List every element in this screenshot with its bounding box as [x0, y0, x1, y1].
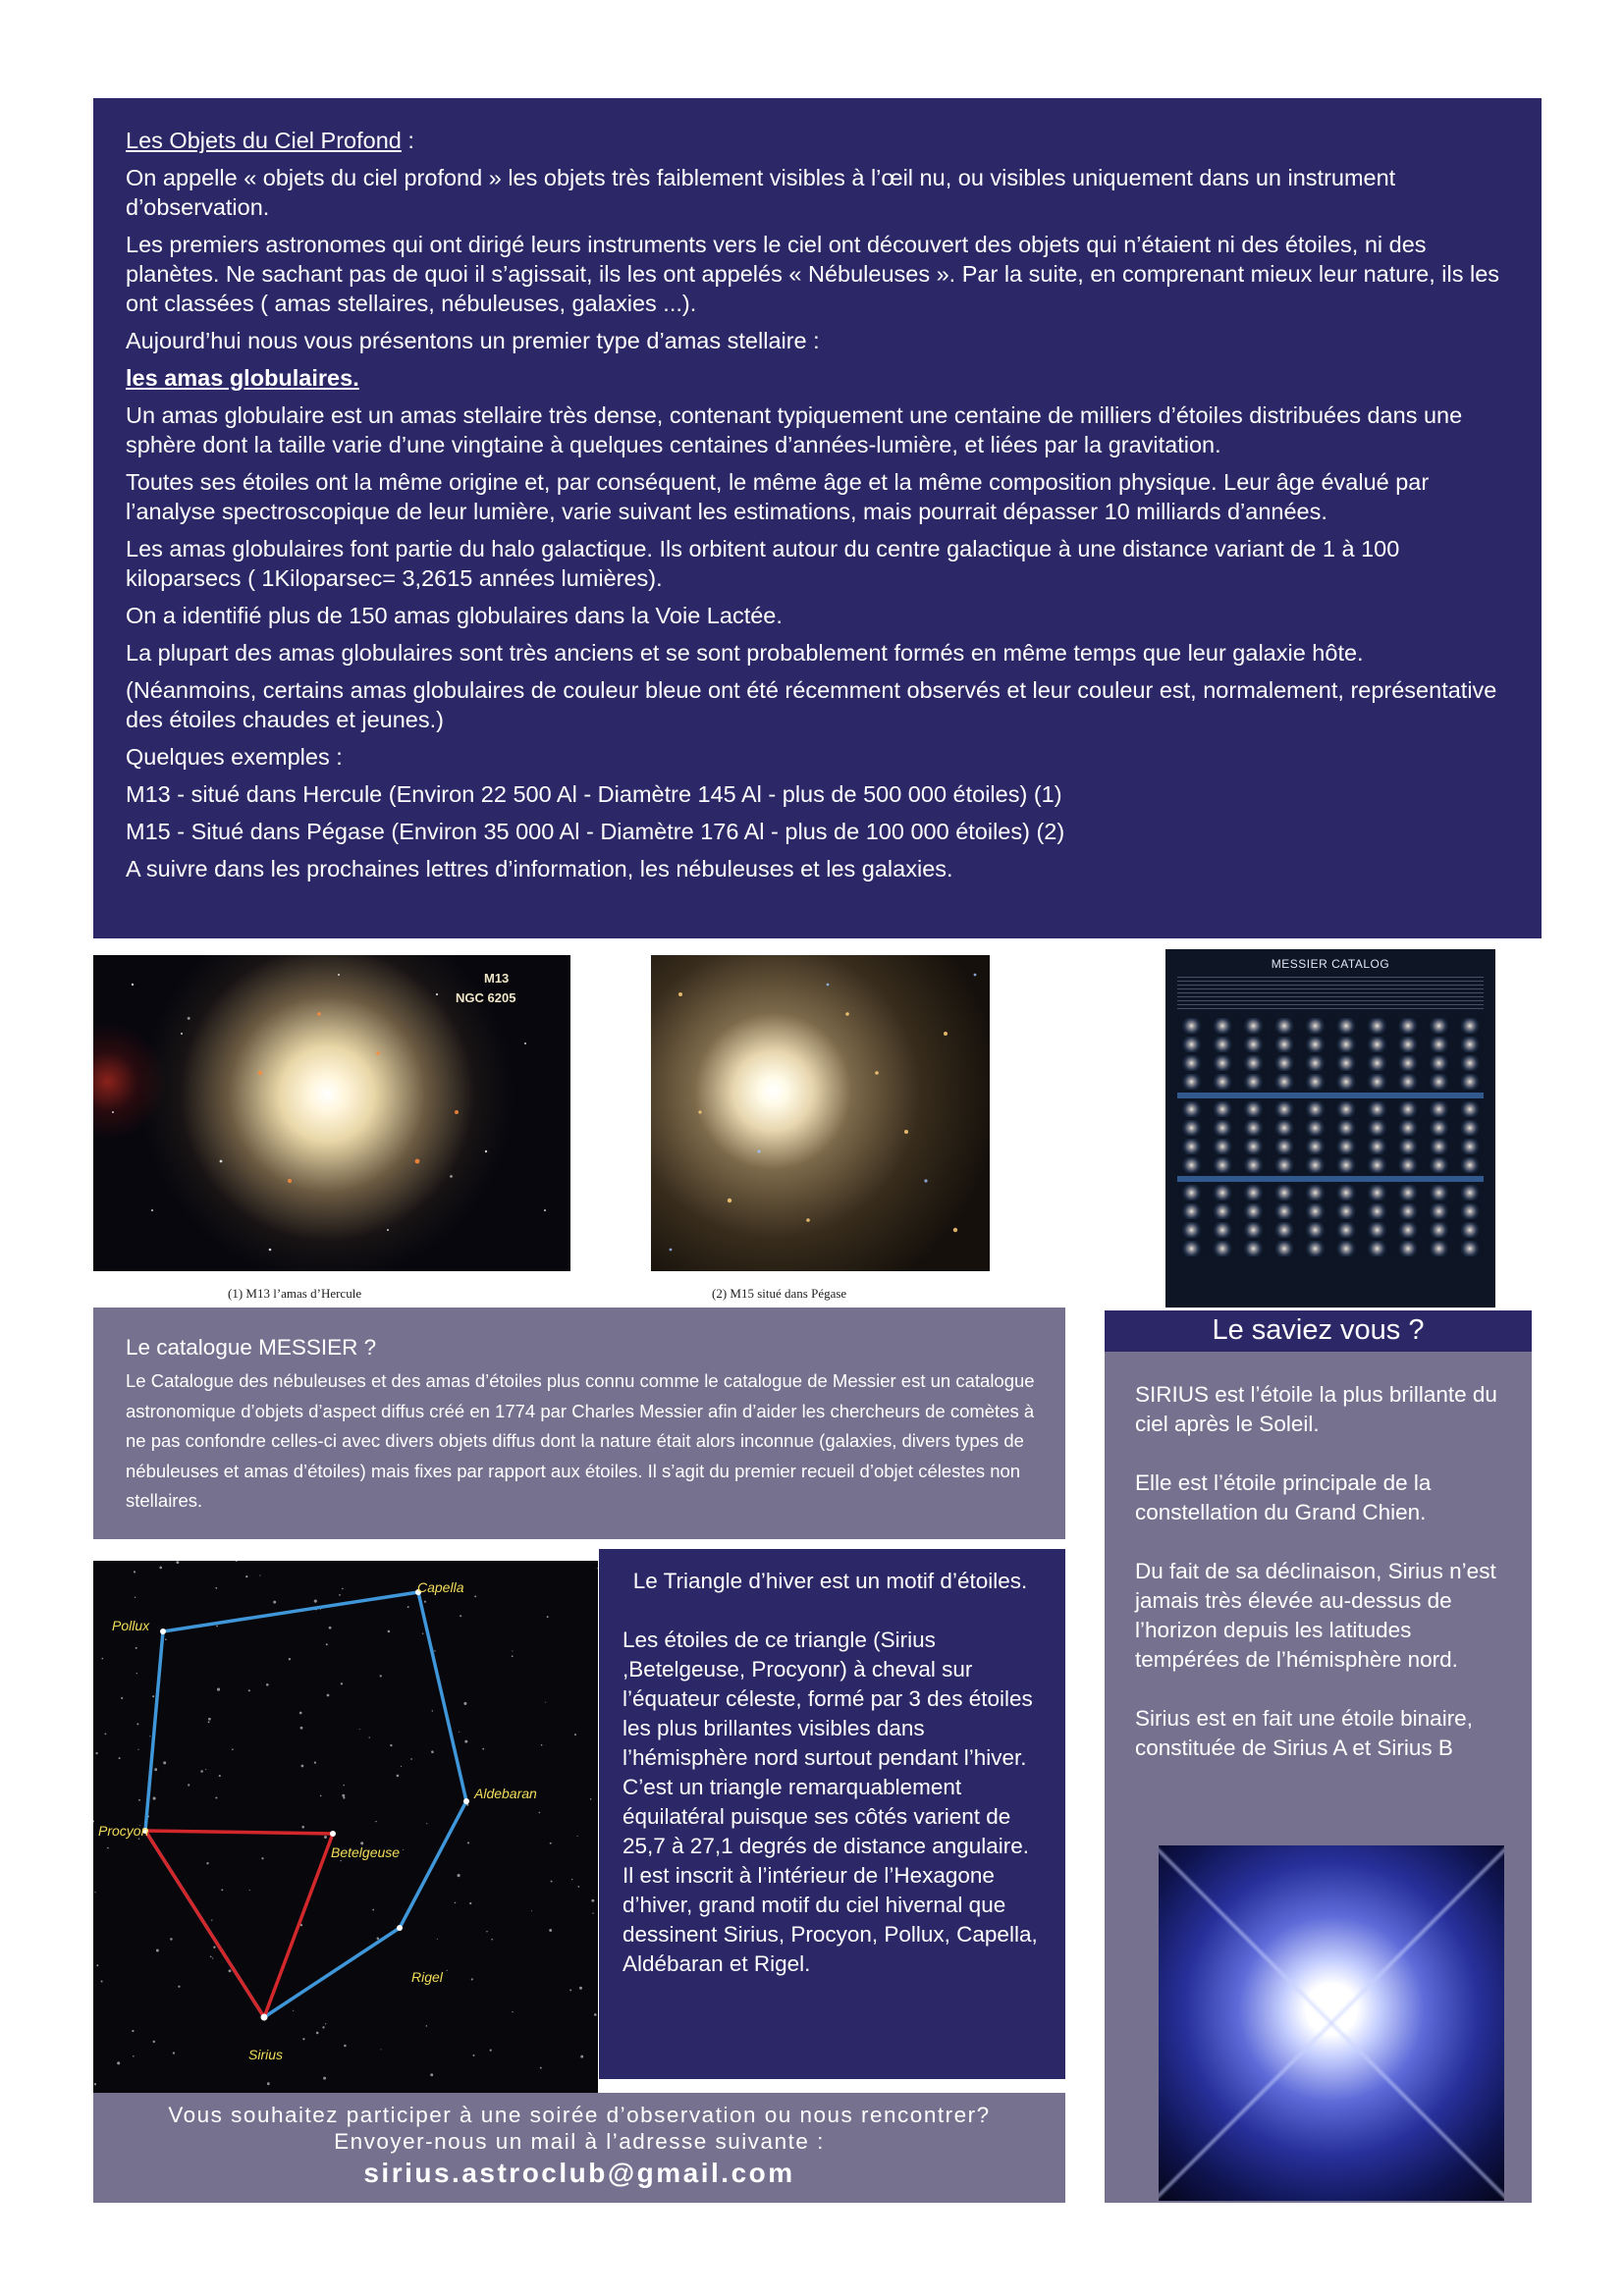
constellation-svg [93, 1561, 598, 2096]
messier-thumbnail [1209, 1139, 1237, 1154]
body-paragraph: La plupart des amas globulaires sont très anciens et se sont probablement formés en même temps que leur galaxie hôte. [126, 640, 1364, 666]
m15-photo [651, 955, 990, 1271]
messier-thumbnail [1425, 1139, 1453, 1154]
sirius-photo [1159, 1845, 1504, 2201]
saviez-paragraph: SIRIUS est l’étoile la plus brillante du ciel après le Soleil. [1135, 1382, 1497, 1436]
messier-thumbnail [1177, 1185, 1206, 1201]
messier-body: Le Catalogue des nébuleuses et des amas d’étoiles plus connu comme le catalogue de Messier est un catalogue astronomique d’objets d’aspect diffus créé en 1774 par Charles Messier afin d’aider les chercheurs de comètes à ne pas confondre celles-ci avec divers objets diffus dont la nature était alors inconnue (galaxies, divers types de nébuleuses et amas d’étoiles) mais fixes par rapport aux étoiles. Il s’agit du premier recueil d’objet célestes non stellaires. [126, 1370, 1035, 1511]
contact-box [93, 2093, 1065, 2203]
messier-thumbnail [1394, 1139, 1423, 1154]
messier-thumbnail [1209, 1120, 1237, 1136]
m15-caption: (2) M15 situé dans Pégase [712, 1286, 847, 1301]
messier-thumbnail [1301, 1185, 1329, 1201]
messier-thumbnail [1209, 1101, 1237, 1117]
messier-thumbnail [1425, 1241, 1453, 1256]
intro-paragraph: Les premiers astronomes qui ont dirigé leurs instruments vers le ciel ont découvert des objets qui n’étaient ni des étoiles, ni des planètes. Ne sachant pas de quoi il s’agissait, ils les ont appelés « Nébuleuses ». Par la suite, en comprenant mieux leur nature, ils les ont classées ( amas stellaires, nébuleuses, galaxies ...). [126, 232, 1500, 316]
messier-thumbnail [1301, 1037, 1329, 1052]
messier-thumbnail [1301, 1101, 1329, 1117]
triangle-title: Le Triangle d’hiver est un motif d’étoiles. [632, 1569, 1028, 1593]
saviez-paragraph: Du fait de sa déclinaison, Sirius n’est jamais très élevée au-dessus de l’horizon depuis les latitudes tempérées de l’hémisphère nord. [1135, 1559, 1496, 1672]
messier-poster-description [1177, 977, 1484, 1012]
saviez-paragraph: Elle est l’étoile principale de la constellation du Grand Chien. [1135, 1470, 1432, 1524]
messier-thumbnail [1332, 1203, 1361, 1219]
messier-thumbnail [1332, 1037, 1361, 1052]
messier-thumbnail [1456, 1139, 1485, 1154]
star-label-capella: Capella [417, 1579, 464, 1595]
messier-thumbnail [1209, 1074, 1237, 1090]
messier-thumbnail [1301, 1241, 1329, 1256]
messier-thumbnail [1363, 1222, 1391, 1238]
m13-label: M13 [484, 971, 510, 986]
saviez-paragraph: Sirius est en fait une étoile binaire, constituée de Sirius A et Sirius B [1135, 1706, 1473, 1760]
m13-ngc-label: NGC 6205 [456, 990, 516, 1005]
messier-thumbnail [1177, 1055, 1206, 1071]
triangle-paragraph: Les étoiles de ce triangle (Sirius ,Betelgeuse, Procyonr) à cheval sur l’équateur céleste, formé par 3 des étoiles les plus brillantes visibles dans l’hémisphère nord surtout pendant l’hiver. [623, 1628, 1033, 1770]
messier-thumbnail [1456, 1037, 1485, 1052]
messier-thumbnail [1271, 1222, 1299, 1238]
messier-thumbnail [1456, 1074, 1485, 1090]
messier-thumbnail [1425, 1101, 1453, 1117]
messier-thumbnail [1177, 1139, 1206, 1154]
messier-thumbnail [1332, 1120, 1361, 1136]
messier-thumbnail [1363, 1139, 1391, 1154]
intro-subtitle: les amas globulaires. [126, 365, 359, 391]
messier-thumbnail [1332, 1241, 1361, 1256]
body-paragraph: Toutes ses étoiles ont la même origine et, par conséquent, le même âge et la même composition physique. Leur âge évalué par l’analyse spectroscopique de leur lumière, varie suivant les estimations, mais pourrait dépasser 10 milliards d’années. [126, 469, 1430, 524]
m15-stars [651, 955, 990, 1271]
messier-thumbnail [1209, 1157, 1237, 1173]
messier-thumbnail [1301, 1157, 1329, 1173]
messier-thumbnail [1394, 1157, 1423, 1173]
messier-thumbnail [1394, 1241, 1423, 1256]
messier-thumbnail [1394, 1203, 1423, 1219]
messier-thumbnail [1363, 1203, 1391, 1219]
messier-thumbnail [1332, 1055, 1361, 1071]
messier-thumbnail [1363, 1101, 1391, 1117]
star-label-sirius: Sirius [248, 2047, 284, 2062]
background-stars [93, 1561, 598, 2085]
messier-thumbnail [1209, 1055, 1237, 1071]
messier-thumbnail [1271, 1074, 1299, 1090]
body-paragraph: (Néanmoins, certains amas globulaires de couleur bleue ont été récemment observés et leur couleur est, normalement, représentative des étoiles chaudes et jeunes.) [126, 677, 1497, 732]
messier-thumbnail [1239, 1120, 1268, 1136]
messier-thumbnail [1239, 1139, 1268, 1154]
messier-thumbnail [1425, 1037, 1453, 1052]
messier-thumbnail [1425, 1222, 1453, 1238]
messier-thumbnail [1271, 1139, 1299, 1154]
intro-paragraph: Aujourd’hui nous vous présentons un premier type d’amas stellaire : [126, 328, 820, 353]
messier-thumbnail [1271, 1101, 1299, 1117]
hexagon-lines [145, 1592, 466, 2017]
messier-thumbnail [1177, 1101, 1206, 1117]
messier-thumbnail [1456, 1018, 1485, 1034]
saviez-heading: Le saviez vous ? [1105, 1310, 1532, 1352]
messier-thumbnail [1301, 1203, 1329, 1219]
messier-thumbnail [1177, 1222, 1206, 1238]
messier-thumbnail [1394, 1222, 1423, 1238]
intro-title-line [126, 126, 1510, 155]
messier-thumbnail [1271, 1055, 1299, 1071]
messier-thumbnail [1177, 1120, 1206, 1136]
messier-poster-grid [1173, 1018, 1488, 1256]
messier-thumbnail [1301, 1055, 1329, 1071]
messier-thumbnail [1271, 1018, 1299, 1034]
messier-thumbnail [1239, 1203, 1268, 1219]
messier-thumbnail [1239, 1157, 1268, 1173]
messier-thumbnail [1456, 1101, 1485, 1117]
star-label-aldebaran: Aldebaran [474, 1786, 537, 1801]
messier-thumbnail [1209, 1037, 1237, 1052]
messier-thumbnail [1456, 1203, 1485, 1219]
messier-thumbnail [1332, 1074, 1361, 1090]
triangle-paragraph: Il est inscrit à l’intérieur de l’Hexagone d’hiver, grand motif du ciel hivernal que dessinent Sirius, Procyon, Pollux, Capella, Aldébaran et Rigel. [623, 1863, 1038, 1976]
messier-thumbnail [1239, 1241, 1268, 1256]
triangle-paragraph: C’est un triangle remarquablement équilatéral puisque ses côtés varient de 25,7 à 27,1 degrés de distance angulaire. [623, 1775, 1030, 1858]
messier-thumbnail [1301, 1120, 1329, 1136]
messier-thumbnail [1363, 1241, 1391, 1256]
winter-triangle-chart [93, 1561, 598, 2096]
messier-thumbnail [1332, 1185, 1361, 1201]
messier-thumbnail [1363, 1157, 1391, 1173]
messier-thumbnail [1271, 1185, 1299, 1201]
intro-title-suffix: : [401, 128, 414, 153]
messier-thumbnail [1363, 1074, 1391, 1090]
messier-thumbnail [1301, 1074, 1329, 1090]
body-paragraph: On a identifié plus de 150 amas globulaires dans la Voie Lactée. [126, 603, 783, 628]
body-paragraph: Les amas globulaires font partie du halo galactique. Ils orbitent autour du centre galactique à une distance variant de 1 à 100 kiloparsecs ( 1Kiloparsec= 3,2615 années lumières). [126, 536, 1400, 591]
intro-panel [93, 98, 1542, 938]
messier-thumbnail [1456, 1120, 1485, 1136]
messier-thumbnail [1332, 1101, 1361, 1117]
messier-thumbnail [1239, 1055, 1268, 1071]
messier-thumbnail [1456, 1157, 1485, 1173]
star-label-procyon: Procyon [98, 1823, 149, 1839]
messier-thumbnail [1425, 1120, 1453, 1136]
body-paragraph: Quelques exemples : [126, 744, 343, 770]
contact-email-link[interactable]: sirius.astroclub@gmail.com [363, 2158, 795, 2188]
messier-thumbnail [1425, 1203, 1453, 1219]
messier-thumbnail [1239, 1037, 1268, 1052]
messier-thumbnail [1209, 1203, 1237, 1219]
messier-thumbnail [1425, 1055, 1453, 1071]
messier-thumbnail [1332, 1018, 1361, 1034]
messier-thumbnail [1271, 1120, 1299, 1136]
messier-thumbnail [1456, 1241, 1485, 1256]
messier-thumbnail [1177, 1157, 1206, 1173]
messier-info-box [93, 1308, 1065, 1539]
saviez-body [1135, 1380, 1518, 1792]
messier-thumbnail [1394, 1037, 1423, 1052]
contact-invite: Vous souhaitez participer à une soirée d’observation ou nous rencontrer? [168, 2103, 991, 2127]
messier-thumbnail [1332, 1222, 1361, 1238]
messier-thumbnail [1394, 1185, 1423, 1201]
messier-thumbnail [1209, 1018, 1237, 1034]
messier-catalog-poster [1165, 949, 1495, 1308]
messier-thumbnail [1363, 1055, 1391, 1071]
messier-thumbnail [1363, 1018, 1391, 1034]
messier-thumbnail [1363, 1037, 1391, 1052]
messier-thumbnail [1394, 1018, 1423, 1034]
messier-thumbnail [1177, 1241, 1206, 1256]
contact-instruction: Envoyer-nous un mail à l’adresse suivante : [334, 2129, 825, 2154]
messier-thumbnail [1177, 1037, 1206, 1052]
body-paragraph: A suivre dans les prochaines lettres d’information, les nébuleuses et les galaxies. [126, 856, 953, 881]
star-label-pollux: Pollux [112, 1618, 150, 1633]
messier-heading: Le catalogue MESSIER ? [126, 1335, 377, 1360]
messier-thumbnail [1363, 1185, 1391, 1201]
messier-thumbnail [1425, 1074, 1453, 1090]
messier-band [1177, 1176, 1484, 1182]
messier-thumbnail [1301, 1139, 1329, 1154]
body-paragraph: Un amas globulaire est un amas stellaire très dense, contenant typiquement une centaine de milliers d’étoiles distribuées dans une sphère dont la taille varie d’une vingtaine à quelques centaines d’années-lumière, et liées par la gravitation. [126, 402, 1463, 457]
messier-thumbnail [1271, 1203, 1299, 1219]
m13-caption: (1) M13 l’amas d’Hercule [228, 1286, 362, 1301]
messier-thumbnail [1363, 1120, 1391, 1136]
messier-thumbnail [1209, 1185, 1237, 1201]
messier-thumbnail [1394, 1055, 1423, 1071]
messier-thumbnail [1394, 1074, 1423, 1090]
messier-thumbnail [1301, 1018, 1329, 1034]
messier-thumbnail [1209, 1241, 1237, 1256]
messier-thumbnail [1271, 1241, 1299, 1256]
star-label-betelgeuse: Betelgeuse [331, 1844, 401, 1860]
messier-thumbnail [1425, 1018, 1453, 1034]
messier-thumbnail [1177, 1074, 1206, 1090]
winter-triangle-box [599, 1549, 1065, 2079]
messier-band [1177, 1093, 1484, 1098]
messier-thumbnail [1209, 1222, 1237, 1238]
messier-poster-title: MESSIER CATALOG [1271, 957, 1390, 971]
intro-paragraph: On appelle « objets du ciel profond » les objets très faiblement visibles à l’œil nu, ou visibles uniquement dans un instrument d’observation. [126, 165, 1396, 220]
messier-thumbnail [1456, 1055, 1485, 1071]
messier-thumbnail [1239, 1222, 1268, 1238]
messier-thumbnail [1239, 1101, 1268, 1117]
messier-thumbnail [1271, 1157, 1299, 1173]
messier-thumbnail [1332, 1157, 1361, 1173]
messier-thumbnail [1239, 1074, 1268, 1090]
body-paragraph: M13 - situé dans Hercule (Environ 22 500 Al - Diamètre 145 Al - plus de 500 000 étoiles) (1) [126, 781, 1062, 807]
messier-thumbnail [1456, 1185, 1485, 1201]
star-label-rigel: Rigel [411, 1969, 443, 1985]
messier-thumbnail [1425, 1157, 1453, 1173]
body-paragraph: M15 - Situé dans Pégase (Environ 35 000 Al - Diamètre 176 Al - plus de 100 000 étoiles) (2) [126, 819, 1065, 844]
messier-thumbnail [1394, 1120, 1423, 1136]
messier-thumbnail [1177, 1203, 1206, 1219]
messier-thumbnail [1239, 1018, 1268, 1034]
messier-thumbnail [1301, 1222, 1329, 1238]
messier-thumbnail [1394, 1101, 1423, 1117]
messier-thumbnail [1177, 1018, 1206, 1034]
messier-thumbnail [1239, 1185, 1268, 1201]
messier-thumbnail [1425, 1185, 1453, 1201]
messier-thumbnail [1271, 1037, 1299, 1052]
m13-photo [93, 955, 570, 1271]
intro-title: Les Objets du Ciel Profond [126, 128, 402, 153]
messier-thumbnail [1456, 1222, 1485, 1238]
messier-thumbnail [1332, 1139, 1361, 1154]
